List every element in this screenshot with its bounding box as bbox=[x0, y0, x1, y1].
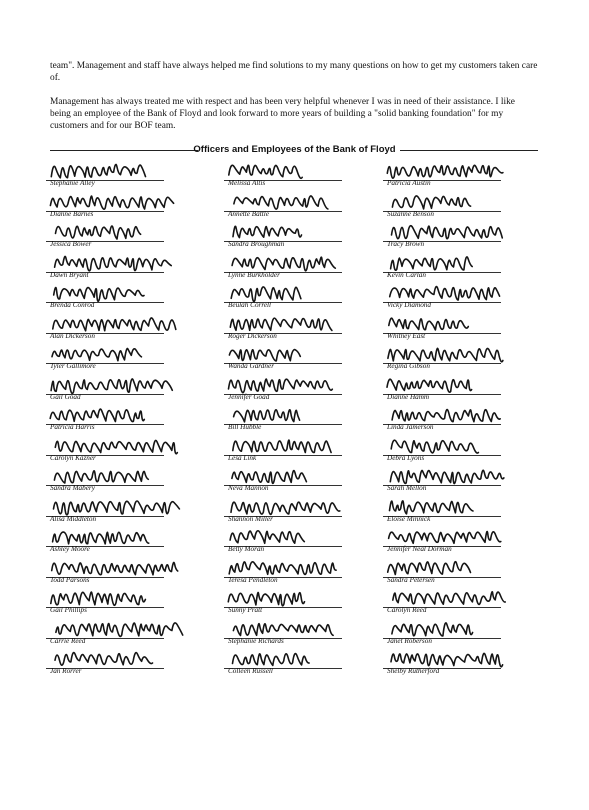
signature-entry bbox=[383, 158, 543, 189]
printed-name: Tracy Brown bbox=[387, 240, 425, 248]
signature-entry bbox=[46, 463, 206, 494]
signature-entry bbox=[224, 585, 384, 616]
signature-entry bbox=[224, 494, 384, 525]
printed-name: Ashley Moore bbox=[50, 545, 90, 553]
signature-entry bbox=[224, 189, 384, 220]
signature-entry bbox=[46, 585, 206, 616]
printed-name: Regina Gibson bbox=[387, 362, 430, 370]
letter-paragraph-1: team". Management and staff have always helped me find solutions to my many questions on how to get my customers taken care of. bbox=[50, 61, 538, 83]
signature-entry bbox=[383, 463, 543, 494]
signature-entry bbox=[46, 219, 206, 250]
signature-entry bbox=[383, 402, 543, 433]
signature-entry bbox=[46, 158, 206, 189]
signature-entry bbox=[46, 555, 206, 586]
printed-name: Suzanne Benson bbox=[387, 209, 434, 218]
signature-entry bbox=[383, 555, 543, 586]
printed-name: Dianne Barnes bbox=[50, 209, 94, 218]
signature-entry bbox=[46, 616, 206, 647]
printed-name: Neva Mannon bbox=[228, 484, 269, 492]
signature-entry bbox=[383, 433, 543, 464]
printed-name: Janet Roberson bbox=[387, 636, 432, 645]
signature-entry bbox=[383, 250, 543, 281]
printed-name: Carolyn Kazner bbox=[50, 453, 96, 462]
printed-name: Sandra Broughman bbox=[228, 240, 285, 248]
signature-entry bbox=[383, 219, 543, 250]
signature-entry bbox=[46, 311, 206, 342]
signature-entry bbox=[46, 372, 206, 403]
printed-name: Stephanie Richards bbox=[228, 636, 284, 645]
letter-paragraph-2: Management has always treated me with respect and has been very helpful whenever I was in need of their assistance. I like being an employee of the Bank of Floyd and look forward to more years of building a "solid banking foundation" for my customers and for our BOF team. bbox=[50, 97, 515, 131]
printed-name: Jessica Bower bbox=[50, 240, 92, 248]
printed-name: Debra Lyons bbox=[387, 453, 425, 462]
printed-name: Dawn Bryant bbox=[50, 270, 89, 279]
signature-entry bbox=[46, 341, 206, 372]
printed-name: Todd Parsons bbox=[50, 575, 90, 584]
printed-name: Lynne Burkholder bbox=[228, 270, 280, 279]
signature-entry bbox=[383, 311, 543, 342]
printed-name: Carolyn Reed bbox=[387, 606, 427, 614]
signature-entry bbox=[224, 372, 384, 403]
printed-name: Brenda Conrod bbox=[50, 301, 95, 309]
printed-name: Sarah Mellon bbox=[387, 484, 427, 492]
signature-entry bbox=[46, 250, 206, 281]
printed-name: Linda Jamerson bbox=[387, 423, 434, 431]
printed-name: Gail Goad bbox=[50, 392, 81, 401]
signature-entry bbox=[224, 524, 384, 555]
printed-name: Dianne Hamm bbox=[387, 392, 430, 401]
signature-entry bbox=[46, 189, 206, 220]
signature-section-heading: Officers and Employees of the Bank of Floyd bbox=[193, 144, 396, 155]
signature-entry bbox=[383, 524, 543, 555]
signature-entry bbox=[46, 433, 206, 464]
signature-entry bbox=[383, 494, 543, 525]
printed-name: Colleen Russell bbox=[228, 667, 273, 675]
printed-name: Betty Moran bbox=[228, 545, 265, 553]
printed-name: Shannon Miller bbox=[228, 514, 273, 523]
signature-entry bbox=[224, 463, 384, 494]
printed-name: Stephanie Alley bbox=[50, 179, 95, 187]
printed-name: Patricia Austin bbox=[387, 179, 431, 187]
signature-entry bbox=[383, 372, 543, 403]
printed-name: Alan Dickerson bbox=[50, 331, 95, 340]
signature-entry bbox=[224, 280, 384, 311]
signature-entry bbox=[224, 616, 384, 647]
signature-entry bbox=[224, 250, 384, 281]
printed-name: Annette Battle bbox=[228, 209, 269, 218]
printed-name: Shelby Rutherford bbox=[387, 667, 440, 675]
signature-entry bbox=[224, 311, 384, 342]
printed-name: Patricia Harris bbox=[50, 423, 95, 431]
printed-name: Jan Rorrer bbox=[50, 667, 82, 675]
printed-name: Eloise Minnick bbox=[387, 514, 431, 523]
printed-name: Jennifer Goad bbox=[228, 392, 270, 401]
printed-name: Whitney East bbox=[387, 331, 426, 340]
signature-entry bbox=[383, 585, 543, 616]
printed-name: Sandra Petersen bbox=[387, 575, 435, 584]
signature-entry bbox=[224, 158, 384, 189]
signature-entry bbox=[46, 494, 206, 525]
signature-column-2 bbox=[224, 158, 384, 677]
signature-entry bbox=[383, 616, 543, 647]
signature-column-3 bbox=[383, 158, 543, 677]
signature-entry bbox=[224, 433, 384, 464]
signature-entry bbox=[383, 341, 543, 372]
signature-entry bbox=[224, 646, 384, 677]
printed-name: Roger Dickerson bbox=[228, 331, 277, 340]
printed-name: Wanda Gardner bbox=[228, 362, 274, 370]
printed-name: Carrie Reed bbox=[50, 636, 86, 645]
printed-name: Bill Hubble bbox=[228, 423, 262, 431]
printed-name: Jennifer Neal Dorman bbox=[387, 545, 452, 553]
signature-entry bbox=[224, 341, 384, 372]
printed-name: Tyler Gallimore bbox=[50, 362, 96, 370]
signature-column-1 bbox=[46, 158, 206, 677]
signature-entry bbox=[46, 524, 206, 555]
printed-name: Kevin Carlan bbox=[387, 270, 426, 279]
printed-name: Sandra Mabery bbox=[50, 484, 95, 492]
signature-entry bbox=[224, 555, 384, 586]
signature-entry bbox=[383, 646, 543, 677]
printed-name: Vicky Diamond bbox=[387, 301, 431, 309]
printed-name: Gail Phillips bbox=[50, 606, 87, 614]
signature-entry bbox=[46, 280, 206, 311]
printed-name: Sunny Pratt bbox=[228, 606, 263, 614]
signature-entry bbox=[224, 402, 384, 433]
printed-name: Beulah Correll bbox=[228, 301, 272, 309]
signature-entry bbox=[383, 189, 543, 220]
signature-entry bbox=[46, 646, 206, 677]
signature-entry bbox=[46, 402, 206, 433]
printed-name: Teresa Pendleton bbox=[228, 575, 278, 584]
printed-name: Alisa Middleton bbox=[50, 514, 97, 523]
signature-entry bbox=[224, 219, 384, 250]
signature-entry bbox=[383, 280, 543, 311]
printed-name: Lesa Link bbox=[228, 453, 257, 462]
printed-name: Melissa Altis bbox=[228, 179, 266, 187]
